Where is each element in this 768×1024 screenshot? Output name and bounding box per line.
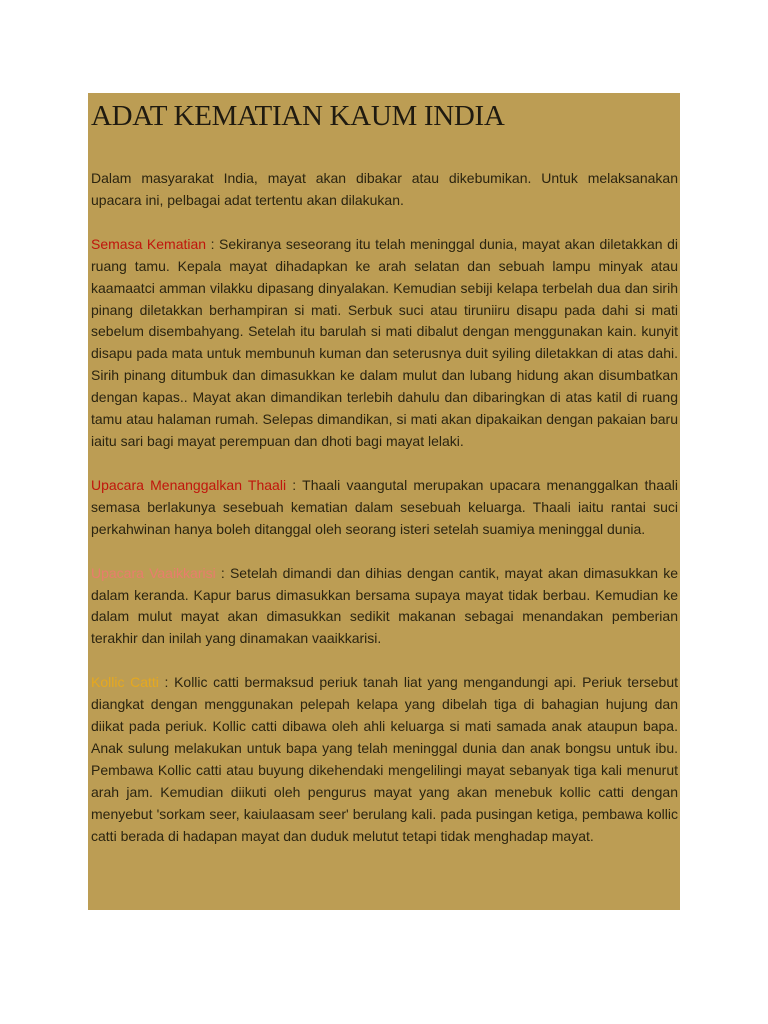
section-body-kollic-catti: : Kollic catti bermaksud periuk tanah liat yang mengandungi api. Periuk tersebut diangkat dengan menggunakan pelepah kelapa yang dibelah tiga di bahagian hujung dan diikat pada periuk. Kollic catti dibawa oleh ahli keluarga si mati samada anak ataupun bapa. Anak sulung melakukan untuk bapa yang telah meninggal dunia dan anak bongsu untuk ibu. Pembawa Kollic catti atau buyung dikehendaki mengelilingi mayat sebanyak tiga kali menurut arah jam. Kemudian diikuti oleh pengurus mayat yang akan menebuk kollic catti dengan menyebut 'sorkam seer, kaiulaasam seer' berulang kali. pada pusingan ketiga, pembawa kollic catti berada di hadapan mayat dan duduk melutut tetapi tidak menghadap mayat. xyxy=(91,674,678,844)
document-title: ADAT KEMATIAN KAUM INDIA xyxy=(91,100,505,132)
document-panel xyxy=(88,93,680,910)
section-menanggalkan-thaali xyxy=(91,475,678,541)
section-vaaikkarisi xyxy=(91,563,678,651)
section-body-semasa-kematian: : Sekiranya seseorang itu telah meninggal dunia, mayat akan diletakkan di ruang tamu. Kepala mayat dihadapkan ke arah selatan dan sebuah lampu minyak atau kaamaatci amman vilakku dipasang dinyalakan. Kemudian sebiji kelapa terbelah dua dan sirih pinang diletakkan berhampiran si mati. Serbuk suci atau tiruniiru disapu pada dahi si mati sebelum disembahyang. Setelah itu barulah si mati dibalut dengan menggunakan kain. kunyit disapu pada mata untuk membunuh kuman dan seterusnya duit syiling diletakkan di atas dahi. Sirih pinang ditumbuk dan dimasukkan ke dalam mulut dan lubang hidung akan disumbatkan dengan kapas.. Mayat akan dimandikan terlebih dahulu dan dibaringkan di atas katil di ruang tamu atau halaman rumah. Selepas dimandikan, si mati akan dipakaikan dengan pakaian baru iaitu sari bagi mayat perempuan dan dhoti bagi mayat lelaki. xyxy=(91,235,678,449)
section-body-menanggalkan-thaali: : Thaali vaangutal merupakan upacara menanggalkan thaali semasa berlakunya sesebuah kematian dalam sesebuah keluarga. Thaali iaitu rantai suci perkahwinan hanya boleh ditanggal oleh seorang isteri setelah suamiya meninggal dunia. xyxy=(91,476,679,537)
section-heading-kollic-catti: Kollic Catti xyxy=(91,674,159,691)
intro-paragraph: Dalam masyarakat India, mayat akan dibakar atau dikebumikan. Untuk melaksanakan upacara ini, pelbagai adat tertentu akan dilakukan. xyxy=(91,170,678,208)
section-kollic-catti xyxy=(91,672,678,847)
section-heading-menanggalkan-thaali: Upacara Menanggalkan Thaali xyxy=(91,476,287,493)
section-semasa-kematian xyxy=(91,234,678,453)
section-body-vaaikkarisi: : Setelah dimandi dan dihias dengan cantik, mayat akan dimasukkan ke dalam keranda. Kapur barus dimasukkan bersama supaya mayat tidak berbau. Kemudian ke dalam mulut mayat akan dimasukkan sedikit makanan sebagai menandakan pemberian terakhir dan inilah yang dinamakan vaaikkarisi. xyxy=(91,564,678,647)
section-heading-vaaikkarisi: Upacara Vaaikkarisi xyxy=(91,564,216,581)
section-heading-semasa-kematian: Semasa Kematian xyxy=(91,235,207,252)
